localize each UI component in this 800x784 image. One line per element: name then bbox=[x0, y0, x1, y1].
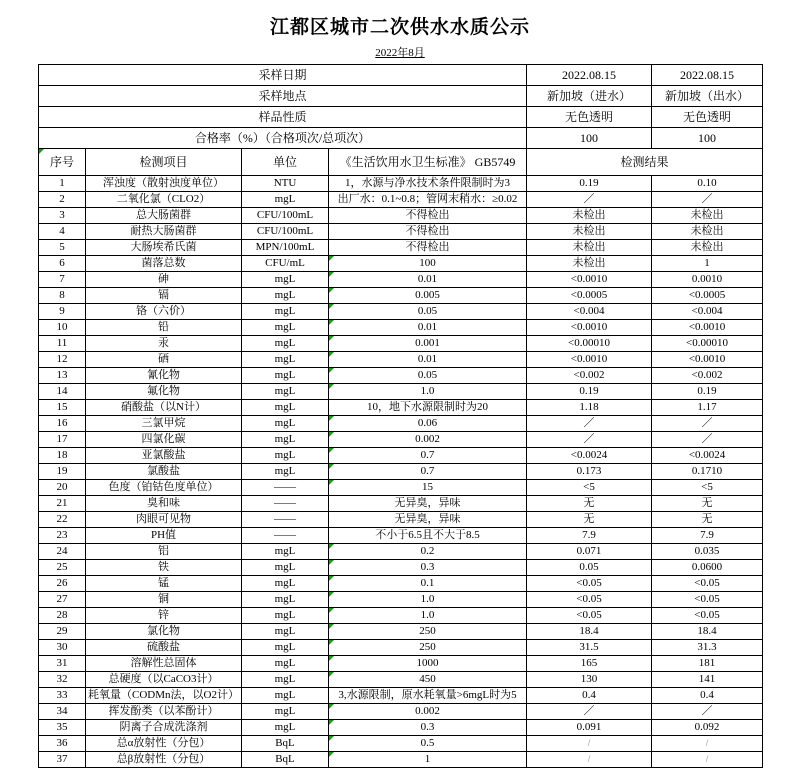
row-unit: mgL bbox=[242, 656, 329, 672]
row-unit: mgL bbox=[242, 624, 329, 640]
row-number: 10 bbox=[39, 320, 86, 336]
row-result-out: 1.17 bbox=[652, 400, 763, 416]
table-row bbox=[39, 576, 763, 592]
row-result-out: 0.092 bbox=[652, 720, 763, 736]
row-unit: mgL bbox=[242, 640, 329, 656]
table-row bbox=[39, 688, 763, 704]
info-row-sample-nature bbox=[39, 107, 763, 128]
row-unit: mgL bbox=[242, 272, 329, 288]
table-row bbox=[39, 368, 763, 384]
row-item: 铅 bbox=[86, 320, 242, 336]
row-number: 18 bbox=[39, 448, 86, 464]
row-result-out: <0.05 bbox=[652, 576, 763, 592]
row-result-out: 7.9 bbox=[652, 528, 763, 544]
row-standard: 0.005 bbox=[329, 288, 527, 304]
row-number: 33 bbox=[39, 688, 86, 704]
table-row bbox=[39, 720, 763, 736]
sample-nature-out: 无色透明 bbox=[652, 107, 763, 128]
row-standard: 0.1 bbox=[329, 576, 527, 592]
row-unit: mgL bbox=[242, 448, 329, 464]
row-unit: mgL bbox=[242, 416, 329, 432]
row-number: 19 bbox=[39, 464, 86, 480]
row-standard: 250 bbox=[329, 624, 527, 640]
row-unit: mgL bbox=[242, 384, 329, 400]
row-number: 12 bbox=[39, 352, 86, 368]
row-number: 35 bbox=[39, 720, 86, 736]
row-unit: mgL bbox=[242, 288, 329, 304]
row-standard: 出厂水：0.1~0.8；管网末稍水：≥0.02 bbox=[329, 192, 527, 208]
row-result-out: <5 bbox=[652, 480, 763, 496]
row-item: 三氯甲烷 bbox=[86, 416, 242, 432]
row-item: 锰 bbox=[86, 576, 242, 592]
row-result-in: / bbox=[527, 752, 652, 768]
row-result-out: <0.0024 bbox=[652, 448, 763, 464]
row-result-in: ／ bbox=[527, 192, 652, 208]
table-row bbox=[39, 352, 763, 368]
table-row bbox=[39, 592, 763, 608]
row-unit: —— bbox=[242, 512, 329, 528]
row-unit: MPN/100mL bbox=[242, 240, 329, 256]
sample-location-label: 采样地点 bbox=[39, 86, 527, 107]
row-number: 9 bbox=[39, 304, 86, 320]
row-item: 二氧化氯（CLO2） bbox=[86, 192, 242, 208]
row-standard: 0.7 bbox=[329, 448, 527, 464]
row-result-out: 未检出 bbox=[652, 208, 763, 224]
row-number: 21 bbox=[39, 496, 86, 512]
row-unit: mgL bbox=[242, 192, 329, 208]
row-unit: mgL bbox=[242, 592, 329, 608]
row-result-in: 7.9 bbox=[527, 528, 652, 544]
row-standard: 不得检出 bbox=[329, 208, 527, 224]
col-header-no: 序号 bbox=[39, 149, 86, 176]
table-row bbox=[39, 208, 763, 224]
row-item: 总β放射性（分包） bbox=[86, 752, 242, 768]
row-unit: mgL bbox=[242, 336, 329, 352]
row-result-out: 0.035 bbox=[652, 544, 763, 560]
row-result-in: <0.0010 bbox=[527, 272, 652, 288]
row-result-out: 0.0010 bbox=[652, 272, 763, 288]
row-unit: mgL bbox=[242, 688, 329, 704]
row-standard: 0.01 bbox=[329, 320, 527, 336]
row-result-out: <0.0010 bbox=[652, 320, 763, 336]
row-result-in: <0.0024 bbox=[527, 448, 652, 464]
row-standard: 15 bbox=[329, 480, 527, 496]
row-result-out: <0.002 bbox=[652, 368, 763, 384]
row-standard: 0.001 bbox=[329, 336, 527, 352]
row-number: 25 bbox=[39, 560, 86, 576]
sample-location-out: 新加坡（出水） bbox=[652, 86, 763, 107]
row-result-in: <0.05 bbox=[527, 576, 652, 592]
row-result-in: <0.0010 bbox=[527, 320, 652, 336]
row-result-out: <0.00010 bbox=[652, 336, 763, 352]
data-rows bbox=[39, 176, 763, 768]
row-standard: 0.3 bbox=[329, 720, 527, 736]
row-result-in: 无 bbox=[527, 496, 652, 512]
row-standard: 不小于6.5且不大于8.5 bbox=[329, 528, 527, 544]
table-row bbox=[39, 384, 763, 400]
row-result-out: 未检出 bbox=[652, 240, 763, 256]
row-item: 氰化物 bbox=[86, 368, 242, 384]
row-number: 20 bbox=[39, 480, 86, 496]
table-row bbox=[39, 448, 763, 464]
row-result-out: ／ bbox=[652, 192, 763, 208]
row-result-out: 18.4 bbox=[652, 624, 763, 640]
table-row bbox=[39, 176, 763, 192]
row-unit: BqL bbox=[242, 736, 329, 752]
row-standard: 0.002 bbox=[329, 432, 527, 448]
row-item: 氯酸盐 bbox=[86, 464, 242, 480]
row-number: 3 bbox=[39, 208, 86, 224]
row-result-in: 165 bbox=[527, 656, 652, 672]
sample-date-out: 2022.08.15 bbox=[652, 65, 763, 86]
water-quality-table bbox=[38, 64, 763, 768]
info-row-sample-date bbox=[39, 65, 763, 86]
row-item: 大肠埃希氏菌 bbox=[86, 240, 242, 256]
row-result-in: 31.5 bbox=[527, 640, 652, 656]
table-row bbox=[39, 752, 763, 768]
row-standard: 250 bbox=[329, 640, 527, 656]
page-title: 江都区城市二次供水水质公示 bbox=[269, 17, 530, 38]
row-unit: —— bbox=[242, 496, 329, 512]
row-item: 汞 bbox=[86, 336, 242, 352]
info-rows bbox=[39, 65, 763, 176]
table-row bbox=[39, 320, 763, 336]
row-item: 总大肠菌群 bbox=[86, 208, 242, 224]
row-number: 28 bbox=[39, 608, 86, 624]
table-row bbox=[39, 432, 763, 448]
row-unit: BqL bbox=[242, 752, 329, 768]
row-number: 16 bbox=[39, 416, 86, 432]
row-result-in: / bbox=[527, 736, 652, 752]
table-row bbox=[39, 240, 763, 256]
row-number: 17 bbox=[39, 432, 86, 448]
row-item: 总硬度（以CaCO3计） bbox=[86, 672, 242, 688]
row-result-out: 181 bbox=[652, 656, 763, 672]
row-result-in: 未检出 bbox=[527, 256, 652, 272]
row-unit: CFU/100mL bbox=[242, 224, 329, 240]
row-result-out: 1 bbox=[652, 256, 763, 272]
row-result-in: 未检出 bbox=[527, 208, 652, 224]
row-item: 铬（六价） bbox=[86, 304, 242, 320]
row-item: 耐热大肠菌群 bbox=[86, 224, 242, 240]
row-result-in: <0.002 bbox=[527, 368, 652, 384]
row-standard: 1.0 bbox=[329, 608, 527, 624]
row-unit: mgL bbox=[242, 320, 329, 336]
row-standard: 0.5 bbox=[329, 736, 527, 752]
row-standard: 0.3 bbox=[329, 560, 527, 576]
row-item: 肉眼可见物 bbox=[86, 512, 242, 528]
col-header-standard: 《生活饮用水卫生标准》 GB5749 bbox=[329, 149, 527, 176]
row-standard: 1.0 bbox=[329, 384, 527, 400]
table-row bbox=[39, 480, 763, 496]
row-result-out: 0.4 bbox=[652, 688, 763, 704]
table-row bbox=[39, 608, 763, 624]
row-unit: mgL bbox=[242, 464, 329, 480]
row-result-in: 未检出 bbox=[527, 240, 652, 256]
row-unit: mgL bbox=[242, 352, 329, 368]
pass-rate-in: 100 bbox=[527, 128, 652, 149]
row-result-in: 无 bbox=[527, 512, 652, 528]
row-result-in: 0.19 bbox=[527, 384, 652, 400]
column-header-row bbox=[39, 149, 763, 176]
row-result-in: <0.0005 bbox=[527, 288, 652, 304]
sample-date-label: 采样日期 bbox=[39, 65, 527, 86]
row-item: 阴离子合成洗涤剂 bbox=[86, 720, 242, 736]
row-result-out: 无 bbox=[652, 512, 763, 528]
row-unit: mgL bbox=[242, 672, 329, 688]
sample-date-in: 2022.08.15 bbox=[527, 65, 652, 86]
table-row bbox=[39, 544, 763, 560]
table-row bbox=[39, 336, 763, 352]
row-result-out: 未检出 bbox=[652, 224, 763, 240]
table-row bbox=[39, 640, 763, 656]
row-unit: —— bbox=[242, 480, 329, 496]
row-result-out: 0.0600 bbox=[652, 560, 763, 576]
row-result-in: <5 bbox=[527, 480, 652, 496]
row-result-in: 0.173 bbox=[527, 464, 652, 480]
table-row bbox=[39, 496, 763, 512]
row-result-out: 无 bbox=[652, 496, 763, 512]
row-unit: mgL bbox=[242, 432, 329, 448]
row-result-out: 0.10 bbox=[652, 176, 763, 192]
row-result-out: 0.1710 bbox=[652, 464, 763, 480]
row-standard: 0.01 bbox=[329, 352, 527, 368]
row-result-out: 0.19 bbox=[652, 384, 763, 400]
row-item: 硝酸盐（以N计） bbox=[86, 400, 242, 416]
row-result-out: <0.0005 bbox=[652, 288, 763, 304]
table-row bbox=[39, 528, 763, 544]
row-standard: 1 bbox=[329, 752, 527, 768]
row-unit: mgL bbox=[242, 608, 329, 624]
row-item: 氯化物 bbox=[86, 624, 242, 640]
row-standard: 0.05 bbox=[329, 304, 527, 320]
row-item: 氟化物 bbox=[86, 384, 242, 400]
row-item: 锌 bbox=[86, 608, 242, 624]
row-item: 总α放射性（分包） bbox=[86, 736, 242, 752]
row-result-out: <0.05 bbox=[652, 592, 763, 608]
row-unit: mgL bbox=[242, 304, 329, 320]
row-item: 镉 bbox=[86, 288, 242, 304]
info-row-sample-location bbox=[39, 86, 763, 107]
row-standard: 不得检出 bbox=[329, 240, 527, 256]
table-row bbox=[39, 736, 763, 752]
row-item: 浑浊度（散射浊度单位） bbox=[86, 176, 242, 192]
row-result-in: <0.0010 bbox=[527, 352, 652, 368]
row-item: 硒 bbox=[86, 352, 242, 368]
row-standard: 不得检出 bbox=[329, 224, 527, 240]
row-standard: 1.0 bbox=[329, 592, 527, 608]
table-row bbox=[39, 272, 763, 288]
row-result-in: 0.19 bbox=[527, 176, 652, 192]
table-row bbox=[39, 416, 763, 432]
row-result-in: 0.4 bbox=[527, 688, 652, 704]
row-item: 菌落总数 bbox=[86, 256, 242, 272]
row-item: 耗氧量（CODMn法，以O2计） bbox=[86, 688, 242, 704]
row-result-in: ／ bbox=[527, 704, 652, 720]
table-row bbox=[39, 512, 763, 528]
col-header-item: 检测项目 bbox=[86, 149, 242, 176]
row-item: 臭和味 bbox=[86, 496, 242, 512]
row-number: 26 bbox=[39, 576, 86, 592]
row-number: 30 bbox=[39, 640, 86, 656]
row-unit: NTU bbox=[242, 176, 329, 192]
table-row bbox=[39, 624, 763, 640]
row-standard: 0.06 bbox=[329, 416, 527, 432]
row-unit: —— bbox=[242, 528, 329, 544]
row-number: 31 bbox=[39, 656, 86, 672]
row-number: 2 bbox=[39, 192, 86, 208]
row-standard: 0.7 bbox=[329, 464, 527, 480]
table-row bbox=[39, 400, 763, 416]
row-unit: mgL bbox=[242, 400, 329, 416]
row-item: 硫酸盐 bbox=[86, 640, 242, 656]
row-result-out: ／ bbox=[652, 704, 763, 720]
table-row bbox=[39, 224, 763, 240]
pass-rate-out: 100 bbox=[652, 128, 763, 149]
row-number: 27 bbox=[39, 592, 86, 608]
row-unit: CFU/100mL bbox=[242, 208, 329, 224]
row-unit: CFU/mL bbox=[242, 256, 329, 272]
row-unit: mgL bbox=[242, 720, 329, 736]
row-result-in: ／ bbox=[527, 416, 652, 432]
row-unit: mgL bbox=[242, 704, 329, 720]
row-result-in: <0.05 bbox=[527, 592, 652, 608]
row-number: 7 bbox=[39, 272, 86, 288]
row-number: 15 bbox=[39, 400, 86, 416]
row-number: 32 bbox=[39, 672, 86, 688]
row-item: PH值 bbox=[86, 528, 242, 544]
row-standard: 0.002 bbox=[329, 704, 527, 720]
sample-nature-label: 样品性质 bbox=[39, 107, 527, 128]
row-result-out: <0.004 bbox=[652, 304, 763, 320]
row-standard: 10，地下水源限制时为20 bbox=[329, 400, 527, 416]
row-result-in: 0.05 bbox=[527, 560, 652, 576]
table-row bbox=[39, 304, 763, 320]
row-number: 8 bbox=[39, 288, 86, 304]
table-row bbox=[39, 288, 763, 304]
row-result-out: / bbox=[652, 752, 763, 768]
row-result-out: / bbox=[652, 736, 763, 752]
row-result-out: <0.05 bbox=[652, 608, 763, 624]
row-standard: 1，水源与净水技术条件限制时为3 bbox=[329, 176, 527, 192]
row-number: 22 bbox=[39, 512, 86, 528]
row-result-in: 18.4 bbox=[527, 624, 652, 640]
row-number: 6 bbox=[39, 256, 86, 272]
col-header-unit: 单位 bbox=[242, 149, 329, 176]
table-row bbox=[39, 192, 763, 208]
row-item: 溶解性总固体 bbox=[86, 656, 242, 672]
pass-rate-label: 合格率（%）（合格项次/总项次） bbox=[39, 128, 527, 149]
row-result-out: ／ bbox=[652, 416, 763, 432]
col-header-result: 检测结果 bbox=[527, 149, 763, 176]
row-result-out: ／ bbox=[652, 432, 763, 448]
row-item: 四氯化碳 bbox=[86, 432, 242, 448]
row-number: 11 bbox=[39, 336, 86, 352]
row-standard: 0.2 bbox=[329, 544, 527, 560]
row-item: 铝 bbox=[86, 544, 242, 560]
row-number: 13 bbox=[39, 368, 86, 384]
row-result-in: 0.091 bbox=[527, 720, 652, 736]
row-number: 36 bbox=[39, 736, 86, 752]
page bbox=[0, 12, 800, 768]
row-result-out: 141 bbox=[652, 672, 763, 688]
row-item: 亚氯酸盐 bbox=[86, 448, 242, 464]
row-number: 5 bbox=[39, 240, 86, 256]
table-row bbox=[39, 704, 763, 720]
row-result-in: 0.071 bbox=[527, 544, 652, 560]
table-row bbox=[39, 656, 763, 672]
row-unit: mgL bbox=[242, 560, 329, 576]
row-item: 色度（铂钴色度单位） bbox=[86, 480, 242, 496]
row-standard: 无异臭，异味 bbox=[329, 496, 527, 512]
row-number: 23 bbox=[39, 528, 86, 544]
row-number: 4 bbox=[39, 224, 86, 240]
sample-location-in: 新加坡（进水） bbox=[527, 86, 652, 107]
sample-nature-in: 无色透明 bbox=[527, 107, 652, 128]
row-result-in: 130 bbox=[527, 672, 652, 688]
row-standard: 450 bbox=[329, 672, 527, 688]
row-result-in: 未检出 bbox=[527, 224, 652, 240]
table-row bbox=[39, 256, 763, 272]
row-result-out: <0.0010 bbox=[652, 352, 763, 368]
row-item: 挥发酚类（以苯酚计） bbox=[86, 704, 242, 720]
info-row-pass-rate bbox=[39, 128, 763, 149]
row-number: 37 bbox=[39, 752, 86, 768]
row-item: 砷 bbox=[86, 272, 242, 288]
row-result-in: ／ bbox=[527, 432, 652, 448]
row-result-in: <0.05 bbox=[527, 608, 652, 624]
row-standard: 3,水源限制，原水耗氧量>6mgL时为5 bbox=[329, 688, 527, 704]
row-result-in: <0.004 bbox=[527, 304, 652, 320]
row-unit: mgL bbox=[242, 544, 329, 560]
row-result-out: 31.3 bbox=[652, 640, 763, 656]
row-unit: mgL bbox=[242, 576, 329, 592]
row-number: 14 bbox=[39, 384, 86, 400]
table-row bbox=[39, 464, 763, 480]
row-result-in: <0.00010 bbox=[527, 336, 652, 352]
row-number: 34 bbox=[39, 704, 86, 720]
table-row bbox=[39, 560, 763, 576]
row-number: 24 bbox=[39, 544, 86, 560]
row-item: 铜 bbox=[86, 592, 242, 608]
row-number: 1 bbox=[39, 176, 86, 192]
row-standard: 无异臭，异味 bbox=[329, 512, 527, 528]
row-standard: 0.01 bbox=[329, 272, 527, 288]
row-result-in: 1.18 bbox=[527, 400, 652, 416]
row-standard: 1000 bbox=[329, 656, 527, 672]
page-subtitle: 2022年8月 bbox=[375, 47, 425, 59]
table-row bbox=[39, 672, 763, 688]
row-standard: 100 bbox=[329, 256, 527, 272]
row-item: 铁 bbox=[86, 560, 242, 576]
row-unit: mgL bbox=[242, 368, 329, 384]
row-number: 29 bbox=[39, 624, 86, 640]
row-standard: 0.05 bbox=[329, 368, 527, 384]
